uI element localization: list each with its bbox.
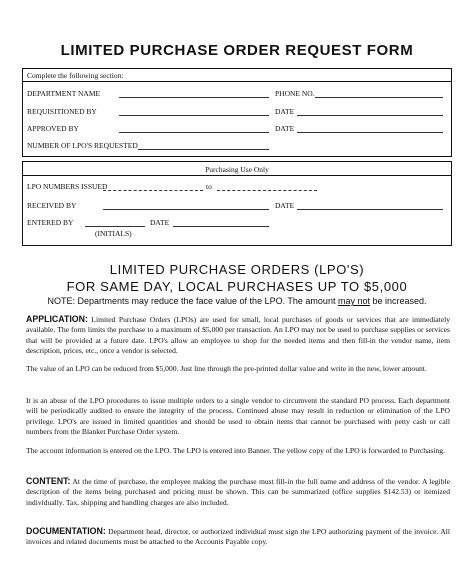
purchasing-section xyxy=(22,161,452,246)
initials-label: (INITIALS) xyxy=(95,229,132,238)
date-field[interactable] xyxy=(297,115,443,116)
divider xyxy=(23,81,451,82)
department-field[interactable] xyxy=(119,97,269,98)
request-section xyxy=(22,68,452,157)
entered-label: ENTERED BY xyxy=(27,218,74,227)
entered-date-label: DATE xyxy=(150,218,170,227)
documentation-text: Department head, director, or authorized individual must sign the LPO authorizing payment of the invoice. All invoices and related documents must be attached to the Accounts Payable copy. xyxy=(26,527,450,547)
phone-label: PHONE NO. xyxy=(275,89,315,98)
note-text: NOTE: Departments may reduce the face value of the LPO. The amount xyxy=(47,296,338,306)
lpo-requested-field[interactable] xyxy=(138,149,269,150)
received-label: RECEIVED BY xyxy=(27,201,77,210)
lpo-issued-from-field[interactable] xyxy=(103,190,203,191)
note-emphasis: may not xyxy=(337,296,370,306)
note-text-end: be increased. xyxy=(369,296,427,306)
content-paragraph xyxy=(26,476,450,508)
value-paragraph: The value of an LPO can be reduced from $5,000. Just line through the pre-printed dollar value and write in the new, lower amount. xyxy=(26,364,427,373)
received-date-label: DATE xyxy=(275,201,295,210)
divider xyxy=(23,175,451,176)
application-paragraph xyxy=(26,314,450,357)
approved-label: APPROVED BY xyxy=(27,124,79,133)
application-text: Limited Purchase Orders (LPOs) are used for small, local purchases of goods or services that are immediately available. The form limits the purchase to a maximum of $5,000 per transaction. An LPO may not be used to purchase supplies or services that will be provided at a future date. LPO's allow an employee to shop for the needed items and then fill-in the vendor name, item description, prices, etc., once a vendor is selected. xyxy=(26,315,450,356)
application-lead: APPLICATION: xyxy=(26,314,88,324)
content-text: At the time of purchase, the employee making the purchase must fill-in the full name and address of the vendor. A legible description of the items being purchased and pricing must be shown. This can be summarized (office supplies $142.53) or itemized individually. Tax, shipping and handling charges are also included. xyxy=(26,477,450,507)
received-field[interactable] xyxy=(103,209,269,210)
purchasing-header: Purchasing Use Only xyxy=(205,165,269,174)
to-label: to xyxy=(206,182,212,191)
requisitioned-field[interactable] xyxy=(119,115,269,116)
approved-date-label: DATE xyxy=(275,124,295,133)
heading-lpo: LIMITED PURCHASE ORDERS (LPO'S) xyxy=(109,262,365,277)
account-paragraph: The account information is entered on the LPO. The LPO is entered into Banner. The yellow copy of the LPO is forwarded to Purchasing. xyxy=(26,446,445,455)
approved-date-field[interactable] xyxy=(297,132,443,133)
note xyxy=(0,296,474,306)
content-lead: CONTENT: xyxy=(26,476,71,486)
documentation-lead: DOCUMENTATION: xyxy=(26,526,106,536)
heading-same-day: FOR SAME DAY, LOCAL PURCHASES UP TO $5,000 xyxy=(66,279,408,294)
abuse-paragraph: It is an abuse of the LPO procedures to issue multiple orders to a single vendor to circumvent the standard PO process. Each department will be periodically audited to ensure the integrity of the process. Continued abuse may result in reduction or elimination of the LPO privilege. LPO's are issued in limited quantities and should be used to obtain items that cannot be purchased with petty cash or call numbers from the Blanket Purchase Order system. xyxy=(26,396,450,437)
documentation-paragraph xyxy=(26,526,450,548)
form-title: LIMITED PURCHASE ORDER REQUEST FORM xyxy=(60,42,414,59)
lpo-issued-label: LPO NUMBERS ISSUED xyxy=(27,182,108,191)
requisitioned-label: REQUISITIONED BY xyxy=(27,107,97,116)
section-header: Complete the following section: xyxy=(27,71,124,80)
approved-field[interactable] xyxy=(119,132,269,133)
entered-date-field[interactable] xyxy=(173,226,269,227)
department-label: DEPARTMENT NAME xyxy=(27,89,101,98)
phone-field[interactable] xyxy=(315,97,443,98)
date-label: DATE xyxy=(275,107,295,116)
entered-field[interactable] xyxy=(85,226,145,227)
received-date-field[interactable] xyxy=(297,209,443,210)
lpo-requested-label: NUMBER OF LPO'S REQUESTED xyxy=(27,141,138,150)
lpo-issued-to-field[interactable] xyxy=(217,190,317,191)
